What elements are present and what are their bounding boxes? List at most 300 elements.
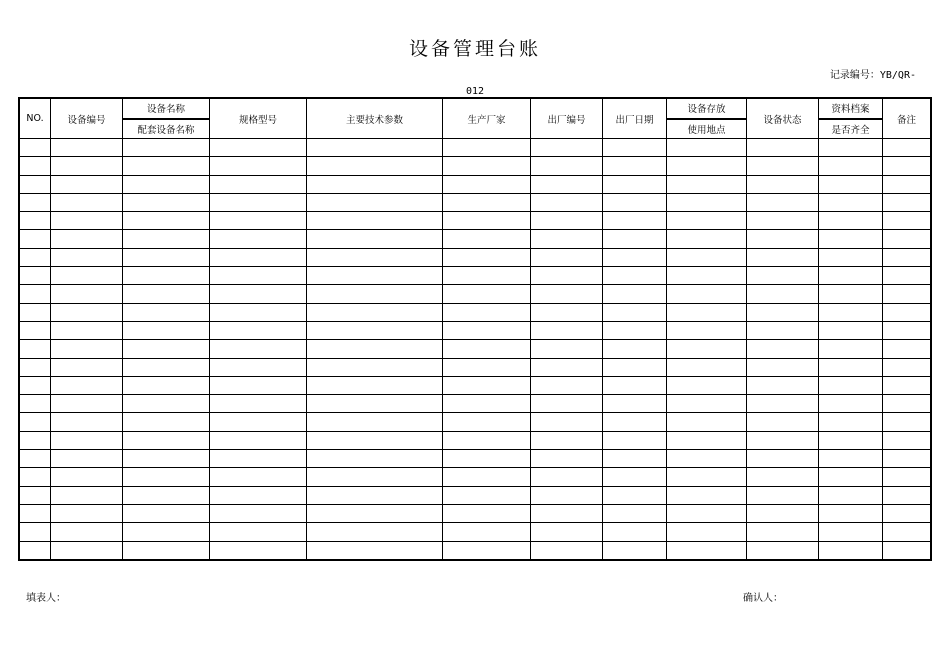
table-cell[interactable] — [210, 541, 307, 559]
table-cell[interactable] — [307, 267, 443, 285]
table-cell[interactable] — [531, 340, 603, 358]
table-cell[interactable] — [531, 193, 603, 211]
table-cell[interactable] — [667, 450, 747, 468]
table-cell[interactable] — [307, 248, 443, 266]
table-cell[interactable] — [819, 212, 883, 230]
table-cell[interactable] — [883, 376, 931, 394]
table-row — [20, 340, 931, 358]
table-cell[interactable] — [883, 139, 931, 157]
table-row — [20, 303, 931, 321]
table-cell[interactable] — [51, 376, 123, 394]
table-cell[interactable] — [307, 303, 443, 321]
header-no: NO. — [20, 99, 51, 139]
table-cell[interactable] — [747, 303, 819, 321]
table-cell[interactable] — [667, 541, 747, 559]
table-cell[interactable] — [210, 285, 307, 303]
table-cell[interactable] — [819, 450, 883, 468]
table-cell[interactable] — [51, 175, 123, 193]
table-cell[interactable] — [603, 139, 667, 157]
table-cell[interactable] — [603, 504, 667, 522]
table-row — [20, 486, 931, 504]
table-cell[interactable] — [443, 267, 531, 285]
table-cell[interactable] — [667, 175, 747, 193]
table-cell[interactable] — [123, 358, 210, 376]
table-row — [20, 139, 931, 157]
table-cell[interactable] — [603, 541, 667, 559]
table-cell[interactable] — [747, 504, 819, 522]
table-cell[interactable] — [667, 212, 747, 230]
table-cell[interactable] — [123, 486, 210, 504]
table-cell[interactable] — [667, 248, 747, 266]
table-cell[interactable] — [819, 395, 883, 413]
table-cell[interactable] — [20, 395, 51, 413]
table-cell[interactable] — [667, 395, 747, 413]
table-cell[interactable] — [531, 413, 603, 431]
table-cell[interactable] — [307, 340, 443, 358]
table-cell[interactable] — [210, 431, 307, 449]
table-cell[interactable] — [819, 248, 883, 266]
header-mfg-date: 出厂日期 — [603, 99, 667, 139]
header-model: 规格型号 — [210, 99, 307, 139]
table-cell[interactable] — [210, 504, 307, 522]
table-cell[interactable] — [603, 267, 667, 285]
table-cell[interactable] — [603, 340, 667, 358]
ledger-body — [20, 139, 931, 560]
table-cell[interactable] — [210, 321, 307, 339]
document-title: 设备管理台账 — [408, 38, 541, 60]
table-cell[interactable] — [747, 358, 819, 376]
table-cell[interactable] — [883, 413, 931, 431]
table-cell[interactable] — [667, 340, 747, 358]
table-cell[interactable] — [443, 395, 531, 413]
table-cell[interactable] — [20, 321, 51, 339]
table-cell[interactable] — [747, 340, 819, 358]
table-cell[interactable] — [307, 413, 443, 431]
table-cell[interactable] — [531, 139, 603, 157]
table-cell[interactable] — [307, 504, 443, 522]
table-cell[interactable] — [531, 450, 603, 468]
table-cell[interactable] — [51, 450, 123, 468]
table-cell[interactable] — [747, 321, 819, 339]
table-cell[interactable] — [531, 267, 603, 285]
table-cell[interactable] — [307, 230, 443, 248]
table-cell[interactable] — [307, 157, 443, 175]
table-cell[interactable] — [819, 376, 883, 394]
table-cell[interactable] — [531, 358, 603, 376]
table-cell[interactable] — [307, 450, 443, 468]
table-cell[interactable] — [819, 523, 883, 541]
table-cell[interactable] — [20, 486, 51, 504]
table-cell[interactable] — [747, 450, 819, 468]
table-cell[interactable] — [307, 376, 443, 394]
table-cell[interactable] — [443, 413, 531, 431]
table-cell[interactable] — [747, 267, 819, 285]
table-cell[interactable] — [603, 248, 667, 266]
table-cell[interactable] — [443, 431, 531, 449]
table-cell[interactable] — [667, 139, 747, 157]
table-cell[interactable] — [20, 248, 51, 266]
table-cell[interactable] — [883, 248, 931, 266]
table-row — [20, 450, 931, 468]
table-cell[interactable] — [210, 340, 307, 358]
table-cell[interactable] — [531, 431, 603, 449]
table-cell[interactable] — [123, 139, 210, 157]
table-cell[interactable] — [123, 193, 210, 211]
table-cell[interactable] — [123, 175, 210, 193]
table-cell[interactable] — [20, 523, 51, 541]
table-cell[interactable] — [307, 285, 443, 303]
table-cell[interactable] — [210, 157, 307, 175]
table-cell[interactable] — [20, 212, 51, 230]
record-number-label: 记录编号：YB/QR- — [829, 70, 916, 81]
table-cell[interactable] — [747, 486, 819, 504]
table-row — [20, 285, 931, 303]
table-cell[interactable] — [819, 358, 883, 376]
table-cell[interactable] — [20, 230, 51, 248]
table-row — [20, 413, 931, 431]
table-cell[interactable] — [210, 376, 307, 394]
table-cell[interactable] — [883, 431, 931, 449]
table-cell[interactable] — [819, 193, 883, 211]
table-cell[interactable] — [747, 395, 819, 413]
table-cell[interactable] — [883, 285, 931, 303]
table-cell[interactable] — [819, 413, 883, 431]
table-cell[interactable] — [210, 193, 307, 211]
table-cell[interactable] — [747, 376, 819, 394]
table-cell[interactable] — [531, 157, 603, 175]
table-cell[interactable] — [307, 193, 443, 211]
table-cell[interactable] — [603, 230, 667, 248]
table-cell[interactable] — [667, 413, 747, 431]
table-cell[interactable] — [883, 486, 931, 504]
table-cell[interactable] — [20, 285, 51, 303]
table-cell[interactable] — [883, 303, 931, 321]
table-cell[interactable] — [883, 504, 931, 522]
table-cell[interactable] — [51, 212, 123, 230]
table-cell[interactable] — [603, 175, 667, 193]
table-cell[interactable] — [603, 321, 667, 339]
table-cell[interactable] — [123, 212, 210, 230]
table-cell[interactable] — [51, 468, 123, 486]
table-cell[interactable] — [443, 358, 531, 376]
table-cell[interactable] — [210, 395, 307, 413]
table-cell[interactable] — [531, 321, 603, 339]
table-cell[interactable] — [667, 321, 747, 339]
table-cell[interactable] — [210, 267, 307, 285]
table-cell[interactable] — [51, 504, 123, 522]
table-cell[interactable] — [307, 175, 443, 193]
table-cell[interactable] — [20, 431, 51, 449]
table-row — [20, 541, 931, 559]
table-cell[interactable] — [531, 504, 603, 522]
table-cell[interactable] — [20, 358, 51, 376]
table-cell[interactable] — [20, 450, 51, 468]
table-cell[interactable] — [210, 248, 307, 266]
table-cell[interactable] — [307, 468, 443, 486]
header-use-location: 使用地点 — [667, 119, 747, 139]
table-cell[interactable] — [123, 157, 210, 175]
header-device-code: 设备编号 — [51, 99, 123, 139]
table-cell[interactable] — [603, 303, 667, 321]
table-cell[interactable] — [123, 248, 210, 266]
table-cell[interactable] — [531, 523, 603, 541]
table-cell[interactable] — [819, 340, 883, 358]
table-cell[interactable] — [210, 450, 307, 468]
table-cell[interactable] — [603, 450, 667, 468]
table-cell[interactable] — [819, 175, 883, 193]
table-cell[interactable] — [531, 468, 603, 486]
table-cell[interactable] — [20, 157, 51, 175]
table-cell[interactable] — [819, 157, 883, 175]
table-cell[interactable] — [883, 523, 931, 541]
table-cell[interactable] — [747, 541, 819, 559]
table-cell[interactable] — [123, 450, 210, 468]
table-cell[interactable] — [747, 139, 819, 157]
table-cell[interactable] — [667, 230, 747, 248]
table-cell[interactable] — [123, 285, 210, 303]
table-cell[interactable] — [51, 413, 123, 431]
table-cell[interactable] — [20, 267, 51, 285]
table-cell[interactable] — [20, 504, 51, 522]
table-cell[interactable] — [210, 486, 307, 504]
table-cell[interactable] — [123, 431, 210, 449]
table-cell[interactable] — [443, 212, 531, 230]
table-cell[interactable] — [443, 450, 531, 468]
table-cell[interactable] — [819, 285, 883, 303]
table-cell[interactable] — [123, 504, 210, 522]
table-cell[interactable] — [531, 376, 603, 394]
table-row — [20, 468, 931, 486]
table-cell[interactable] — [747, 523, 819, 541]
table-cell[interactable] — [747, 248, 819, 266]
table-cell[interactable] — [210, 212, 307, 230]
table-cell[interactable] — [531, 285, 603, 303]
table-cell[interactable] — [307, 321, 443, 339]
table-cell[interactable] — [603, 486, 667, 504]
record-number-suffix: 012 — [466, 86, 485, 97]
table-cell[interactable] — [443, 376, 531, 394]
table-cell[interactable] — [210, 303, 307, 321]
table-cell[interactable] — [51, 486, 123, 504]
table-cell[interactable] — [603, 431, 667, 449]
table-cell[interactable] — [667, 157, 747, 175]
table-cell[interactable] — [603, 358, 667, 376]
table-cell[interactable] — [747, 431, 819, 449]
table-cell[interactable] — [819, 139, 883, 157]
table-cell[interactable] — [883, 395, 931, 413]
table-cell[interactable] — [210, 523, 307, 541]
table-cell[interactable] — [883, 468, 931, 486]
table-cell[interactable] — [51, 431, 123, 449]
table-cell[interactable] — [531, 248, 603, 266]
table-cell[interactable] — [443, 193, 531, 211]
table-cell[interactable] — [51, 267, 123, 285]
table-cell[interactable] — [123, 267, 210, 285]
table-cell[interactable] — [443, 504, 531, 522]
table-cell[interactable] — [210, 139, 307, 157]
table-cell[interactable] — [123, 468, 210, 486]
table-cell[interactable] — [443, 248, 531, 266]
table-cell[interactable] — [667, 376, 747, 394]
table-cell[interactable] — [307, 395, 443, 413]
table-cell[interactable] — [443, 486, 531, 504]
table-cell[interactable] — [51, 321, 123, 339]
table-cell[interactable] — [20, 175, 51, 193]
table-cell[interactable] — [123, 340, 210, 358]
table-cell[interactable] — [883, 340, 931, 358]
table-cell[interactable] — [667, 193, 747, 211]
table-cell[interactable] — [51, 340, 123, 358]
table-cell[interactable] — [747, 230, 819, 248]
table-cell[interactable] — [51, 193, 123, 211]
table-cell[interactable] — [531, 175, 603, 193]
table-cell[interactable] — [51, 157, 123, 175]
table-cell[interactable] — [307, 541, 443, 559]
table-cell[interactable] — [603, 285, 667, 303]
table-cell[interactable] — [51, 358, 123, 376]
table-cell[interactable] — [20, 193, 51, 211]
table-cell[interactable] — [603, 376, 667, 394]
table-cell[interactable] — [443, 340, 531, 358]
table-cell[interactable] — [123, 541, 210, 559]
table-cell[interactable] — [747, 157, 819, 175]
table-cell[interactable] — [443, 139, 531, 157]
table-cell[interactable] — [747, 175, 819, 193]
table-cell[interactable] — [20, 376, 51, 394]
table-cell[interactable] — [307, 486, 443, 504]
header-storage: 设备存放 — [667, 99, 747, 119]
table-cell[interactable] — [667, 504, 747, 522]
table-cell[interactable] — [123, 376, 210, 394]
table-cell[interactable] — [603, 193, 667, 211]
table-cell[interactable] — [883, 267, 931, 285]
table-cell[interactable] — [443, 321, 531, 339]
table-cell[interactable] — [443, 285, 531, 303]
table-cell[interactable] — [123, 230, 210, 248]
table-cell[interactable] — [819, 230, 883, 248]
table-cell[interactable] — [747, 212, 819, 230]
table-cell[interactable] — [819, 321, 883, 339]
table-cell[interactable] — [51, 230, 123, 248]
table-cell[interactable] — [123, 413, 210, 431]
table-cell[interactable] — [819, 541, 883, 559]
table-cell[interactable] — [51, 248, 123, 266]
table-cell[interactable] — [667, 431, 747, 449]
table-cell[interactable] — [443, 303, 531, 321]
table-cell[interactable] — [531, 486, 603, 504]
table-cell[interactable] — [20, 468, 51, 486]
header-manufacturer: 生产厂家 — [443, 99, 531, 139]
table-cell[interactable] — [307, 212, 443, 230]
table-row — [20, 230, 931, 248]
table-cell[interactable] — [667, 468, 747, 486]
table-cell[interactable] — [443, 468, 531, 486]
table-cell[interactable] — [667, 285, 747, 303]
table-cell[interactable] — [307, 358, 443, 376]
table-cell[interactable] — [443, 523, 531, 541]
table-cell[interactable] — [603, 212, 667, 230]
table-cell[interactable] — [603, 468, 667, 486]
table-cell[interactable] — [307, 139, 443, 157]
table-cell[interactable] — [667, 523, 747, 541]
table-cell[interactable] — [819, 468, 883, 486]
table-cell[interactable] — [603, 157, 667, 175]
table-cell[interactable] — [20, 139, 51, 157]
table-cell[interactable] — [883, 212, 931, 230]
table-cell[interactable] — [443, 157, 531, 175]
table-cell[interactable] — [123, 303, 210, 321]
table-cell[interactable] — [51, 139, 123, 157]
table-cell[interactable] — [819, 504, 883, 522]
table-cell[interactable] — [883, 157, 931, 175]
table-cell[interactable] — [747, 285, 819, 303]
table-cell[interactable] — [667, 486, 747, 504]
table-cell[interactable] — [883, 321, 931, 339]
table-cell[interactable] — [210, 468, 307, 486]
table-cell[interactable] — [883, 175, 931, 193]
table-cell[interactable] — [123, 523, 210, 541]
table-cell[interactable] — [819, 303, 883, 321]
table-cell[interactable] — [883, 450, 931, 468]
table-cell[interactable] — [819, 486, 883, 504]
table-cell[interactable] — [603, 523, 667, 541]
table-cell[interactable] — [307, 523, 443, 541]
table-cell[interactable] — [531, 303, 603, 321]
table-cell[interactable] — [603, 395, 667, 413]
table-cell[interactable] — [51, 285, 123, 303]
table-cell[interactable] — [883, 193, 931, 211]
header-device-name: 设备名称 — [123, 99, 210, 119]
table-cell[interactable] — [531, 230, 603, 248]
table-cell[interactable] — [51, 523, 123, 541]
filler-label: 填表人： — [26, 593, 66, 604]
table-cell[interactable] — [883, 541, 931, 559]
table-cell[interactable] — [20, 340, 51, 358]
table-cell[interactable] — [210, 358, 307, 376]
table-cell[interactable] — [603, 413, 667, 431]
table-cell[interactable] — [531, 541, 603, 559]
table-cell[interactable] — [531, 395, 603, 413]
table-cell[interactable] — [667, 303, 747, 321]
table-cell[interactable] — [443, 230, 531, 248]
table-cell[interactable] — [123, 321, 210, 339]
table-cell[interactable] — [443, 175, 531, 193]
table-cell[interactable] — [747, 413, 819, 431]
table-cell[interactable] — [307, 431, 443, 449]
table-cell[interactable] — [443, 541, 531, 559]
table-cell[interactable] — [883, 358, 931, 376]
table-cell[interactable] — [747, 468, 819, 486]
table-cell[interactable] — [210, 175, 307, 193]
table-cell[interactable] — [667, 358, 747, 376]
table-cell[interactable] — [20, 413, 51, 431]
table-cell[interactable] — [667, 267, 747, 285]
table-cell[interactable] — [819, 431, 883, 449]
table-cell[interactable] — [20, 541, 51, 559]
table-cell[interactable] — [883, 230, 931, 248]
table-cell[interactable] — [531, 212, 603, 230]
table-cell[interactable] — [20, 303, 51, 321]
table-row — [20, 157, 931, 175]
table-cell[interactable] — [51, 303, 123, 321]
table-cell[interactable] — [51, 395, 123, 413]
table-cell[interactable] — [51, 541, 123, 559]
table-cell[interactable] — [123, 395, 210, 413]
table-cell[interactable] — [210, 413, 307, 431]
table-cell[interactable] — [819, 267, 883, 285]
table-cell[interactable] — [747, 193, 819, 211]
table-cell[interactable] — [210, 230, 307, 248]
